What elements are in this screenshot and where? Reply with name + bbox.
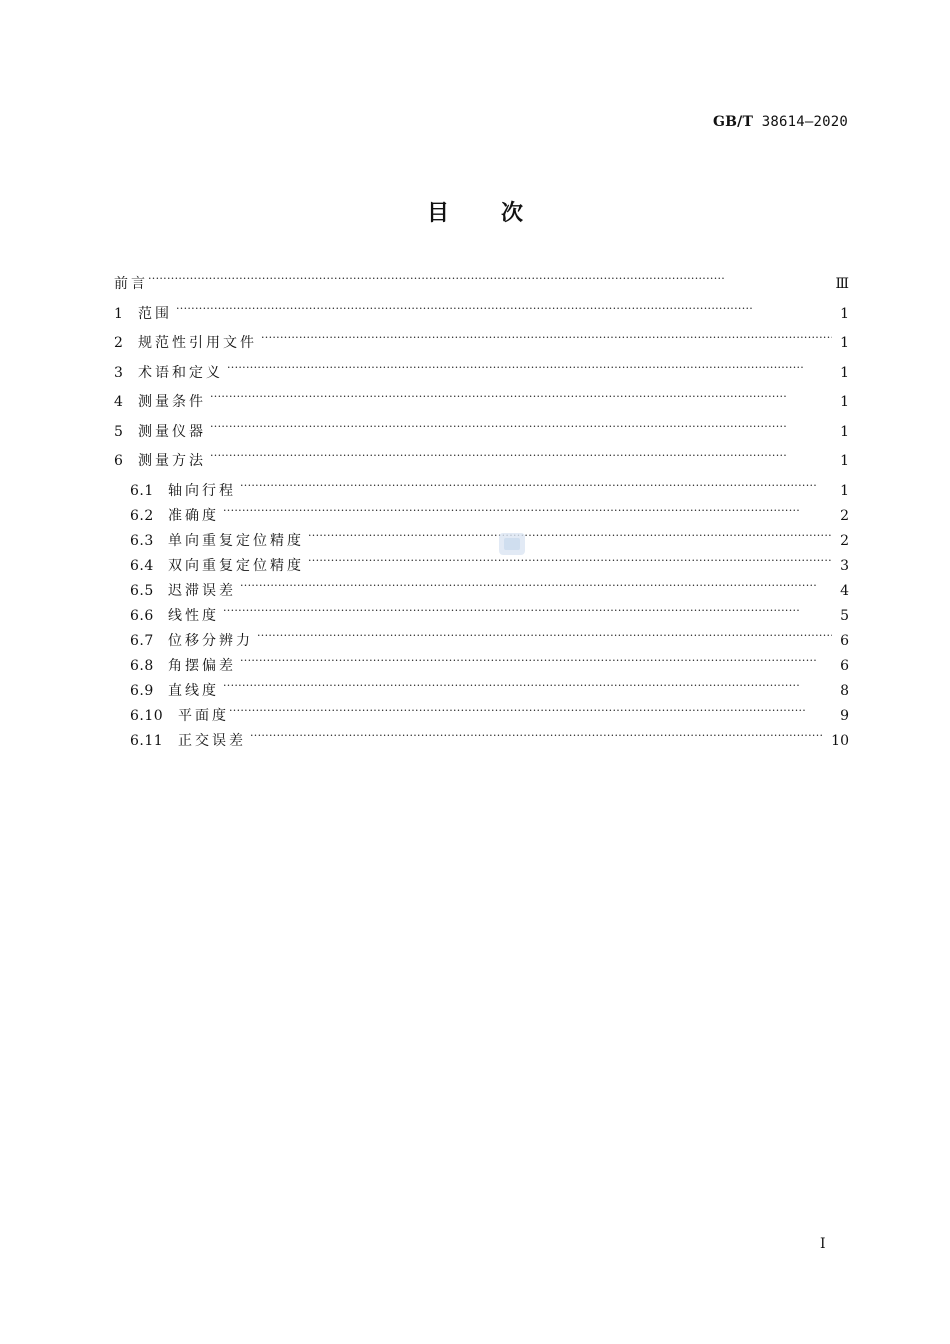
- toc-entry-label: 测量方法: [138, 453, 206, 469]
- toc-entry-accuracy[interactable]: [114, 502, 849, 527]
- toc-leader-dots: [240, 577, 832, 595]
- page-number: Ⅰ: [820, 1236, 826, 1252]
- toc-leader-dots: [223, 502, 832, 520]
- toc-entry-number: 6.9: [130, 683, 154, 700]
- toc-entry-number: 6.11: [130, 733, 164, 750]
- toc-entry-label: 线性度: [168, 607, 219, 624]
- toc-entry-label: 位移分辨力: [168, 633, 253, 650]
- toc-entry-straightness[interactable]: [114, 677, 849, 702]
- toc-entry-label: 规范性引用文件: [138, 335, 257, 351]
- standard-number: 38614—2020: [761, 114, 848, 130]
- toc-entry-label: 术语和定义: [138, 364, 223, 381]
- toc-leader-dots: [250, 727, 823, 745]
- toc-leader-dots: [223, 602, 832, 620]
- toc-entry-page: 6: [840, 658, 849, 675]
- toc-entry-page: 6: [840, 633, 849, 650]
- toc-entry-bidirectional-repeatability[interactable]: [114, 552, 849, 577]
- toc-leader-dots: [261, 329, 832, 347]
- toc-entry-number: 6.1: [130, 482, 154, 499]
- toc-leader-dots: [240, 477, 832, 495]
- toc-entry-label: 前言: [114, 276, 148, 292]
- toc-entry-number: 6.6: [130, 607, 154, 624]
- toc-leader-dots: [240, 652, 832, 670]
- standard-prefix: GB/T: [712, 114, 754, 130]
- toc-entry-number: 6.10: [130, 708, 164, 725]
- toc-entry-number: 6.8: [130, 658, 154, 675]
- toc-entry-label: 正交误差: [178, 733, 246, 750]
- toc-entry-angular-deviation[interactable]: [114, 652, 849, 677]
- toc-entry-page: 5: [840, 607, 849, 624]
- toc-entry-measurement-instruments[interactable]: [114, 418, 849, 448]
- toc-entry-unidirectional-repeatability[interactable]: [114, 527, 849, 552]
- toc-entry-page: 1: [840, 305, 849, 322]
- toc-entry-number: 2: [114, 335, 124, 351]
- toc-entry-label: 平面度: [178, 708, 229, 725]
- toc-entry-label: 单向重复定位精度: [168, 532, 304, 549]
- toc-entry-number: 6.2: [130, 507, 154, 524]
- toc-entry-measurement-methods[interactable]: [114, 447, 849, 477]
- toc-entry-normative-references[interactable]: [114, 329, 849, 359]
- toc-entry-page: 1: [840, 335, 849, 351]
- toc-entry-measurement-conditions[interactable]: [114, 388, 849, 418]
- toc-entry-label: 直线度: [168, 683, 219, 700]
- toc-entry-page: 1: [840, 394, 849, 410]
- toc-entry-orthogonality-error[interactable]: [114, 727, 849, 752]
- toc-entry-label: 范围: [138, 305, 172, 322]
- toc-entry-displacement-resolution[interactable]: [114, 627, 849, 652]
- toc-entry-page: 2: [840, 507, 849, 524]
- toc-entry-axial-travel[interactable]: [114, 477, 849, 502]
- toc-entry-page: 1: [840, 364, 849, 381]
- toc-leader-dots: [227, 359, 832, 377]
- toc-entry-foreword[interactable]: [114, 270, 849, 300]
- toc-entry-number: 6: [114, 453, 124, 469]
- toc-leader-dots: [223, 677, 832, 695]
- toc-entry-label: 迟滞误差: [168, 582, 236, 599]
- toc-entry-label: 准确度: [168, 507, 219, 524]
- toc-leader-dots: [229, 702, 832, 720]
- toc-entry-number: 6.5: [130, 582, 154, 599]
- toc-entry-number: 4: [114, 394, 124, 410]
- toc-entry-number: 6.4: [130, 557, 154, 574]
- toc-entry-number: 3: [114, 364, 124, 381]
- toc-entry-page: 10: [831, 733, 849, 750]
- toc-entry-hysteresis-error[interactable]: [114, 577, 849, 602]
- toc-entry-page: Ⅲ: [835, 276, 849, 292]
- page-title: 目次: [426, 201, 575, 226]
- toc-entry-flatness[interactable]: [114, 702, 849, 727]
- toc-entry-number: 6.3: [130, 532, 154, 549]
- toc-entry-number: 1: [114, 305, 124, 322]
- toc-entry-scope[interactable]: [114, 300, 849, 330]
- toc-entry-page: 3: [840, 557, 849, 574]
- toc-entry-page: 9: [840, 708, 849, 725]
- watermark-logo-icon: [499, 533, 525, 555]
- toc-leader-dots: [308, 552, 832, 570]
- toc-entry-label: 轴向行程: [168, 482, 236, 499]
- toc-entry-number: 6.7: [130, 633, 154, 650]
- toc-entry-label: 测量仪器: [138, 423, 206, 440]
- toc-leader-dots: [210, 447, 832, 465]
- standard-number-header: [713, 114, 848, 130]
- toc-entry-page: 4: [840, 582, 849, 599]
- toc-entry-terms-definitions[interactable]: [114, 359, 849, 389]
- toc-entry-page: 1: [840, 482, 849, 499]
- toc-leader-dots: [257, 627, 832, 645]
- toc-entry-page: 2: [840, 532, 849, 549]
- toc-entry-page: 1: [840, 423, 849, 440]
- toc-leader-dots: [308, 527, 832, 545]
- toc-leader-dots: [210, 388, 832, 406]
- toc-entry-label: 双向重复定位精度: [168, 557, 304, 574]
- toc-leader-dots: [210, 418, 832, 436]
- toc-entry-linearity[interactable]: [114, 602, 849, 627]
- toc-leader-dots: [176, 300, 832, 318]
- toc-entry-page: 8: [840, 683, 849, 700]
- toc-leader-dots: [148, 270, 827, 288]
- table-of-contents: [114, 270, 849, 753]
- toc-entry-number: 5: [114, 423, 124, 440]
- toc-entry-label: 角摆偏差: [168, 658, 236, 675]
- toc-entry-label: 测量条件: [138, 394, 206, 410]
- toc-entry-page: 1: [840, 453, 849, 469]
